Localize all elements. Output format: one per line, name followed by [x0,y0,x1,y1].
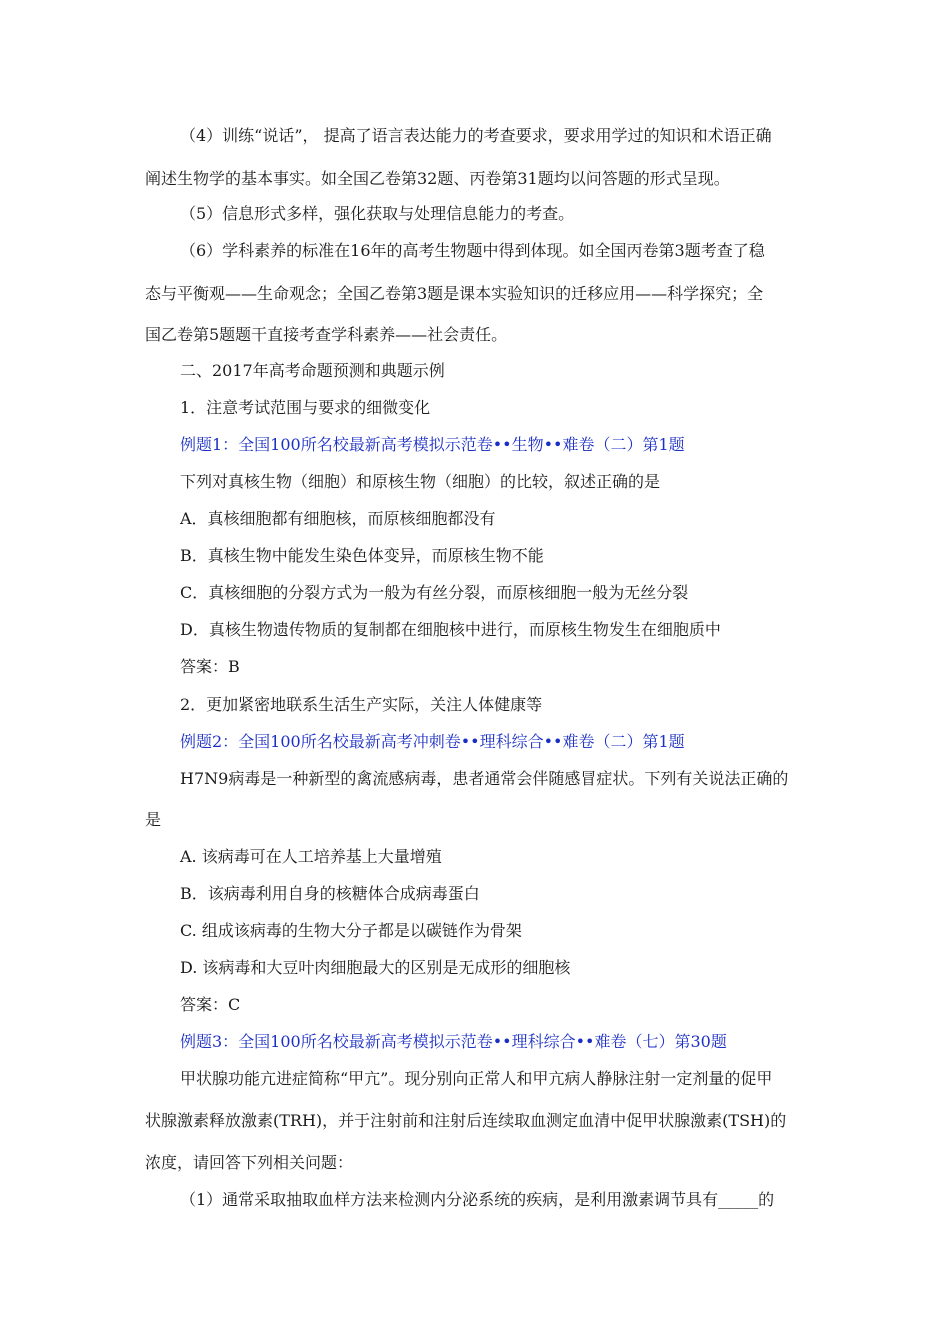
example-2-option-b: B．该病毒利用自身的核糖体合成病毒蛋白 [180,884,480,903]
subsection-heading-2: 2．更加紧密地联系生活生产实际，关注人体健康等 [180,695,543,714]
example-3-question-line-2: 状腺激素释放激素(TRH)，并于注射前和注射后连续取血测定血清中促甲状腺激素(TSH)的 [145,1111,787,1130]
example-1-option-d: D．真核生物遗传物质的复制都在细胞核中进行，而原核生物发生在细胞质中 [180,620,721,639]
example-2-question-line-2: 是 [145,810,162,829]
paragraph-6-line-1: （6）学科素养的标准在16年的高考生物题中得到体现。如全国丙卷第3题考查了稳 [180,241,765,260]
example-2-question-line-1: H7N9病毒是一种新型的禽流感病毒，患者通常会伴随感冒症状。下列有关说法正确的 [180,769,789,788]
example-3-subquestion-1: （1）通常采取抽取血样方法来检测内分泌系统的疾病，是利用激素调节具有_____的 [180,1190,775,1209]
example-1-title: 例题1：全国100所名校最新高考模拟示范卷••生物••难卷（二）第1题 [180,435,685,454]
example-2-option-c: C. 组成该病毒的生物大分子都是以碳链作为骨架 [180,921,522,940]
example-1-question: 下列对真核生物（细胞）和原核生物（细胞）的比较，叙述正确的是 [180,472,661,491]
paragraph-4-line-2: 阐述生物学的基本事实。如全国乙卷第32题、丙卷第31题均以问答题的形式呈现。 [145,169,730,188]
example-3-title: 例题3：全国100所名校最新高考模拟示范卷••理科综合••难卷（七）第30题 [180,1032,727,1051]
example-3-question-line-3: 浓度，请回答下列相关问题： [145,1153,354,1172]
example-2-answer: 答案：C [180,995,241,1014]
example-1-option-c: C．真核细胞的分裂方式为一般为有丝分裂，而原核细胞一般为无丝分裂 [180,583,689,602]
example-2-option-d: D. 该病毒和大豆叶肉细胞最大的区别是无成形的细胞核 [180,958,571,977]
paragraph-6-line-3: 国乙卷第5题题干直接考查学科素养——社会责任。 [145,325,508,344]
example-2-option-a: A. 该病毒可在人工培养基上大量增殖 [180,847,442,866]
example-3-question-line-1: 甲状腺功能亢进症简称“甲亢”。现分别向正常人和甲亢病人静脉注射一定剂量的促甲 [180,1069,773,1088]
section-heading: 二、2017年高考命题预测和典题示例 [180,361,445,380]
paragraph-5: （5）信息形式多样，强化获取与处理信息能力的考查。 [180,204,575,223]
example-1-option-b: B．真核生物中能发生染色体变异，而原核生物不能 [180,546,544,565]
paragraph-6-line-2: 态与平衡观——生命观念；全国乙卷第3题是课本实验知识的迁移应用——科学探究；全 [145,284,764,303]
subsection-heading-1: 1．注意考试范围与要求的细微变化 [180,398,431,417]
example-2-title: 例题2：全国100所名校最新高考冲刺卷••理科综合••难卷（二）第1题 [180,732,685,751]
paragraph-4-line-1: （4）训练“说话”， 提高了语言表达能力的考查要求，要求用学过的知识和术语正确 [180,126,772,145]
example-1-answer: 答案：B [180,657,240,676]
example-1-option-a: A．真核细胞都有细胞核，而原核细胞都没有 [180,509,496,528]
